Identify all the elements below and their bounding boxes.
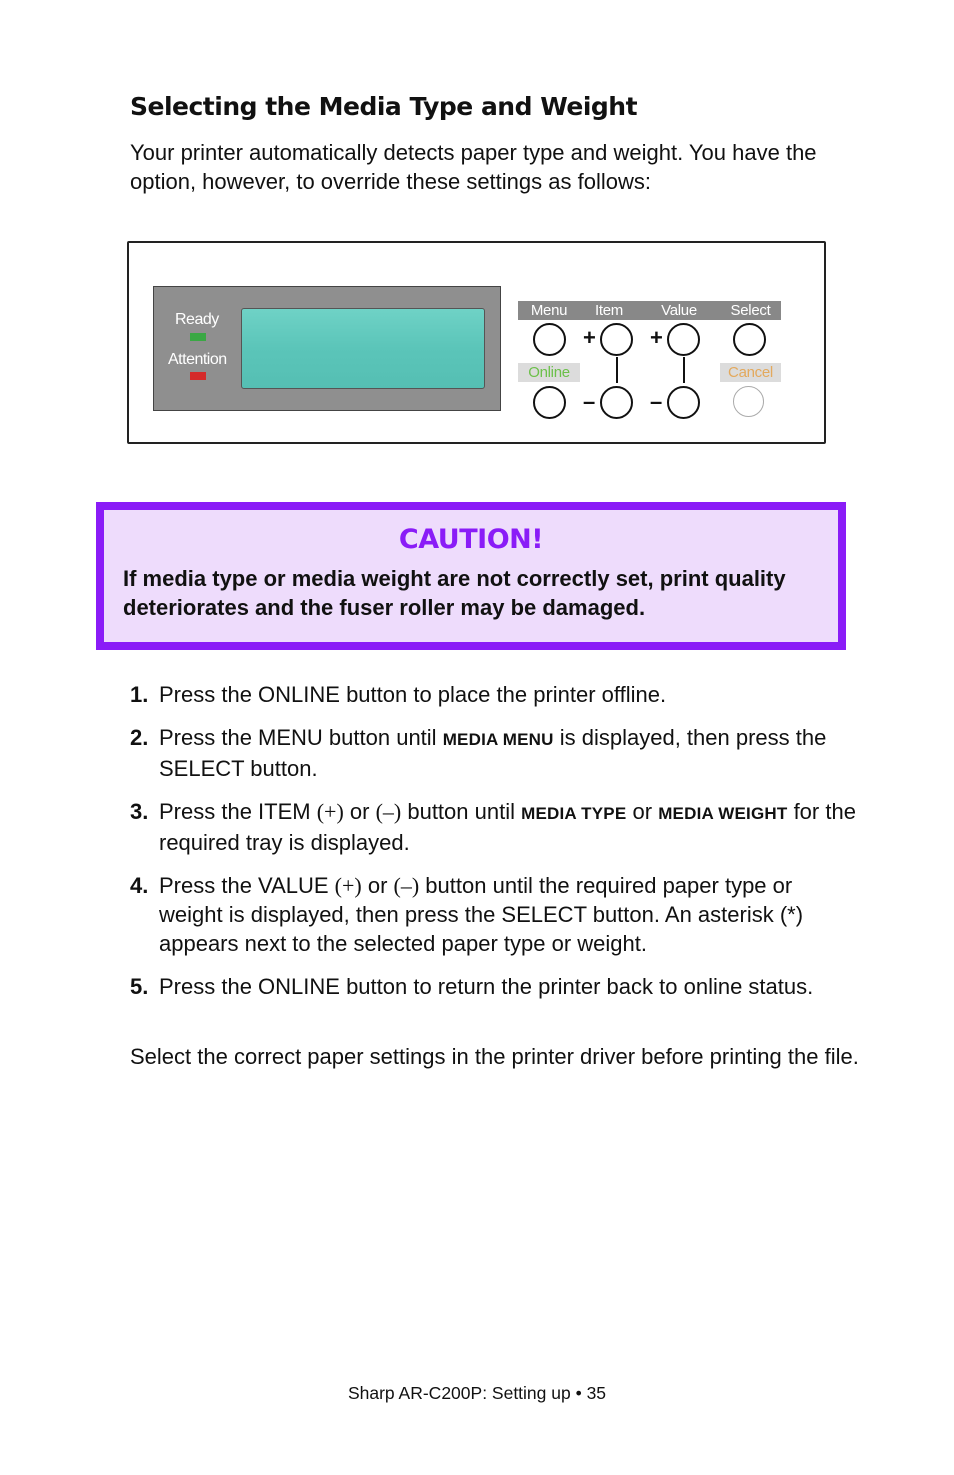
- step-number: 2.: [130, 725, 149, 750]
- item-connector: [616, 357, 618, 383]
- step-text: is displayed, then press the SELECT button.: [159, 725, 827, 781]
- step-text: or: [361, 873, 394, 898]
- step-text: Press the ITEM: [159, 799, 317, 824]
- value-minus-icon: –: [650, 389, 663, 414]
- step-keyword: MEDIA WEIGHT: [658, 804, 788, 823]
- select-button: [733, 323, 766, 356]
- item-plus-icon: +: [583, 325, 596, 350]
- value-minus-button: [667, 386, 700, 419]
- step-text: for the required tray is displayed.: [159, 799, 856, 855]
- step-symbol: (–): [393, 873, 420, 898]
- online-button: [533, 386, 566, 419]
- step-4: [130, 871, 860, 958]
- attention-label: Attention: [168, 351, 227, 368]
- step-number: 5.: [130, 974, 149, 999]
- ready-led-icon: [190, 333, 206, 341]
- value-label: Value: [638, 301, 720, 320]
- step-text: button until the required paper type or weight is displayed, then press the SELECT button. An asterisk (*) appears next to the selected paper type or weight.: [159, 873, 804, 956]
- online-label: Online: [518, 363, 580, 382]
- step-5: [130, 972, 860, 1001]
- step-number: 3.: [130, 799, 149, 824]
- intro-paragraph: Your printer automatically detects paper type and weight. You have the option, however, to override these settings as follows:: [130, 140, 817, 194]
- section-heading: Selecting the Media Type and Weight: [130, 92, 638, 121]
- step-number: 1.: [130, 682, 149, 707]
- value-connector: [683, 357, 685, 383]
- cancel-label: Cancel: [720, 363, 781, 382]
- step-symbol: (+): [334, 873, 362, 898]
- attention-led-icon: [190, 372, 206, 380]
- lcd-display: [241, 308, 485, 389]
- step-keyword: MEDIA MENU: [442, 730, 554, 749]
- step-text: Press the ONLINE button to return the printer back to online status.: [159, 974, 814, 999]
- item-minus-icon: –: [583, 389, 596, 414]
- steps-list: [130, 680, 860, 1015]
- step-2: [130, 723, 860, 783]
- ready-label: Ready: [175, 311, 219, 328]
- value-plus-icon: +: [650, 325, 663, 350]
- item-label: Item: [580, 301, 638, 320]
- menu-label: Menu: [518, 301, 580, 320]
- item-minus-button: [600, 386, 633, 419]
- page-footer: Sharp AR-C200P: Setting up • 35: [347, 1383, 607, 1403]
- step-symbol: (+): [316, 799, 344, 824]
- step-text: Press the MENU button until: [159, 725, 443, 750]
- step-symbol: (–): [375, 799, 402, 824]
- step-3: [130, 797, 860, 857]
- menu-button: [533, 323, 566, 356]
- step-keyword: MEDIA TYPE: [521, 804, 627, 823]
- item-plus-button: [600, 323, 633, 356]
- caution-box: [96, 502, 846, 650]
- value-plus-button: [667, 323, 700, 356]
- step-text: Press the ONLINE button to place the printer offline.: [159, 682, 667, 707]
- step-text: button until: [401, 799, 522, 824]
- step-text: or: [343, 799, 376, 824]
- select-label: Select: [720, 301, 781, 320]
- caution-title: CAUTION!: [398, 524, 544, 555]
- cancel-button: [733, 386, 764, 417]
- closing-paragraph: Select the correct paper settings in the printer driver before printing the file.: [130, 1044, 859, 1069]
- step-1: [130, 680, 860, 709]
- step-number: 4.: [130, 873, 149, 898]
- step-text: Press the VALUE: [159, 873, 335, 898]
- step-text: or: [626, 799, 659, 824]
- caution-text: If media type or media weight are not correctly set, print quality deteriorates and the fuser roller may be damaged.: [123, 566, 786, 620]
